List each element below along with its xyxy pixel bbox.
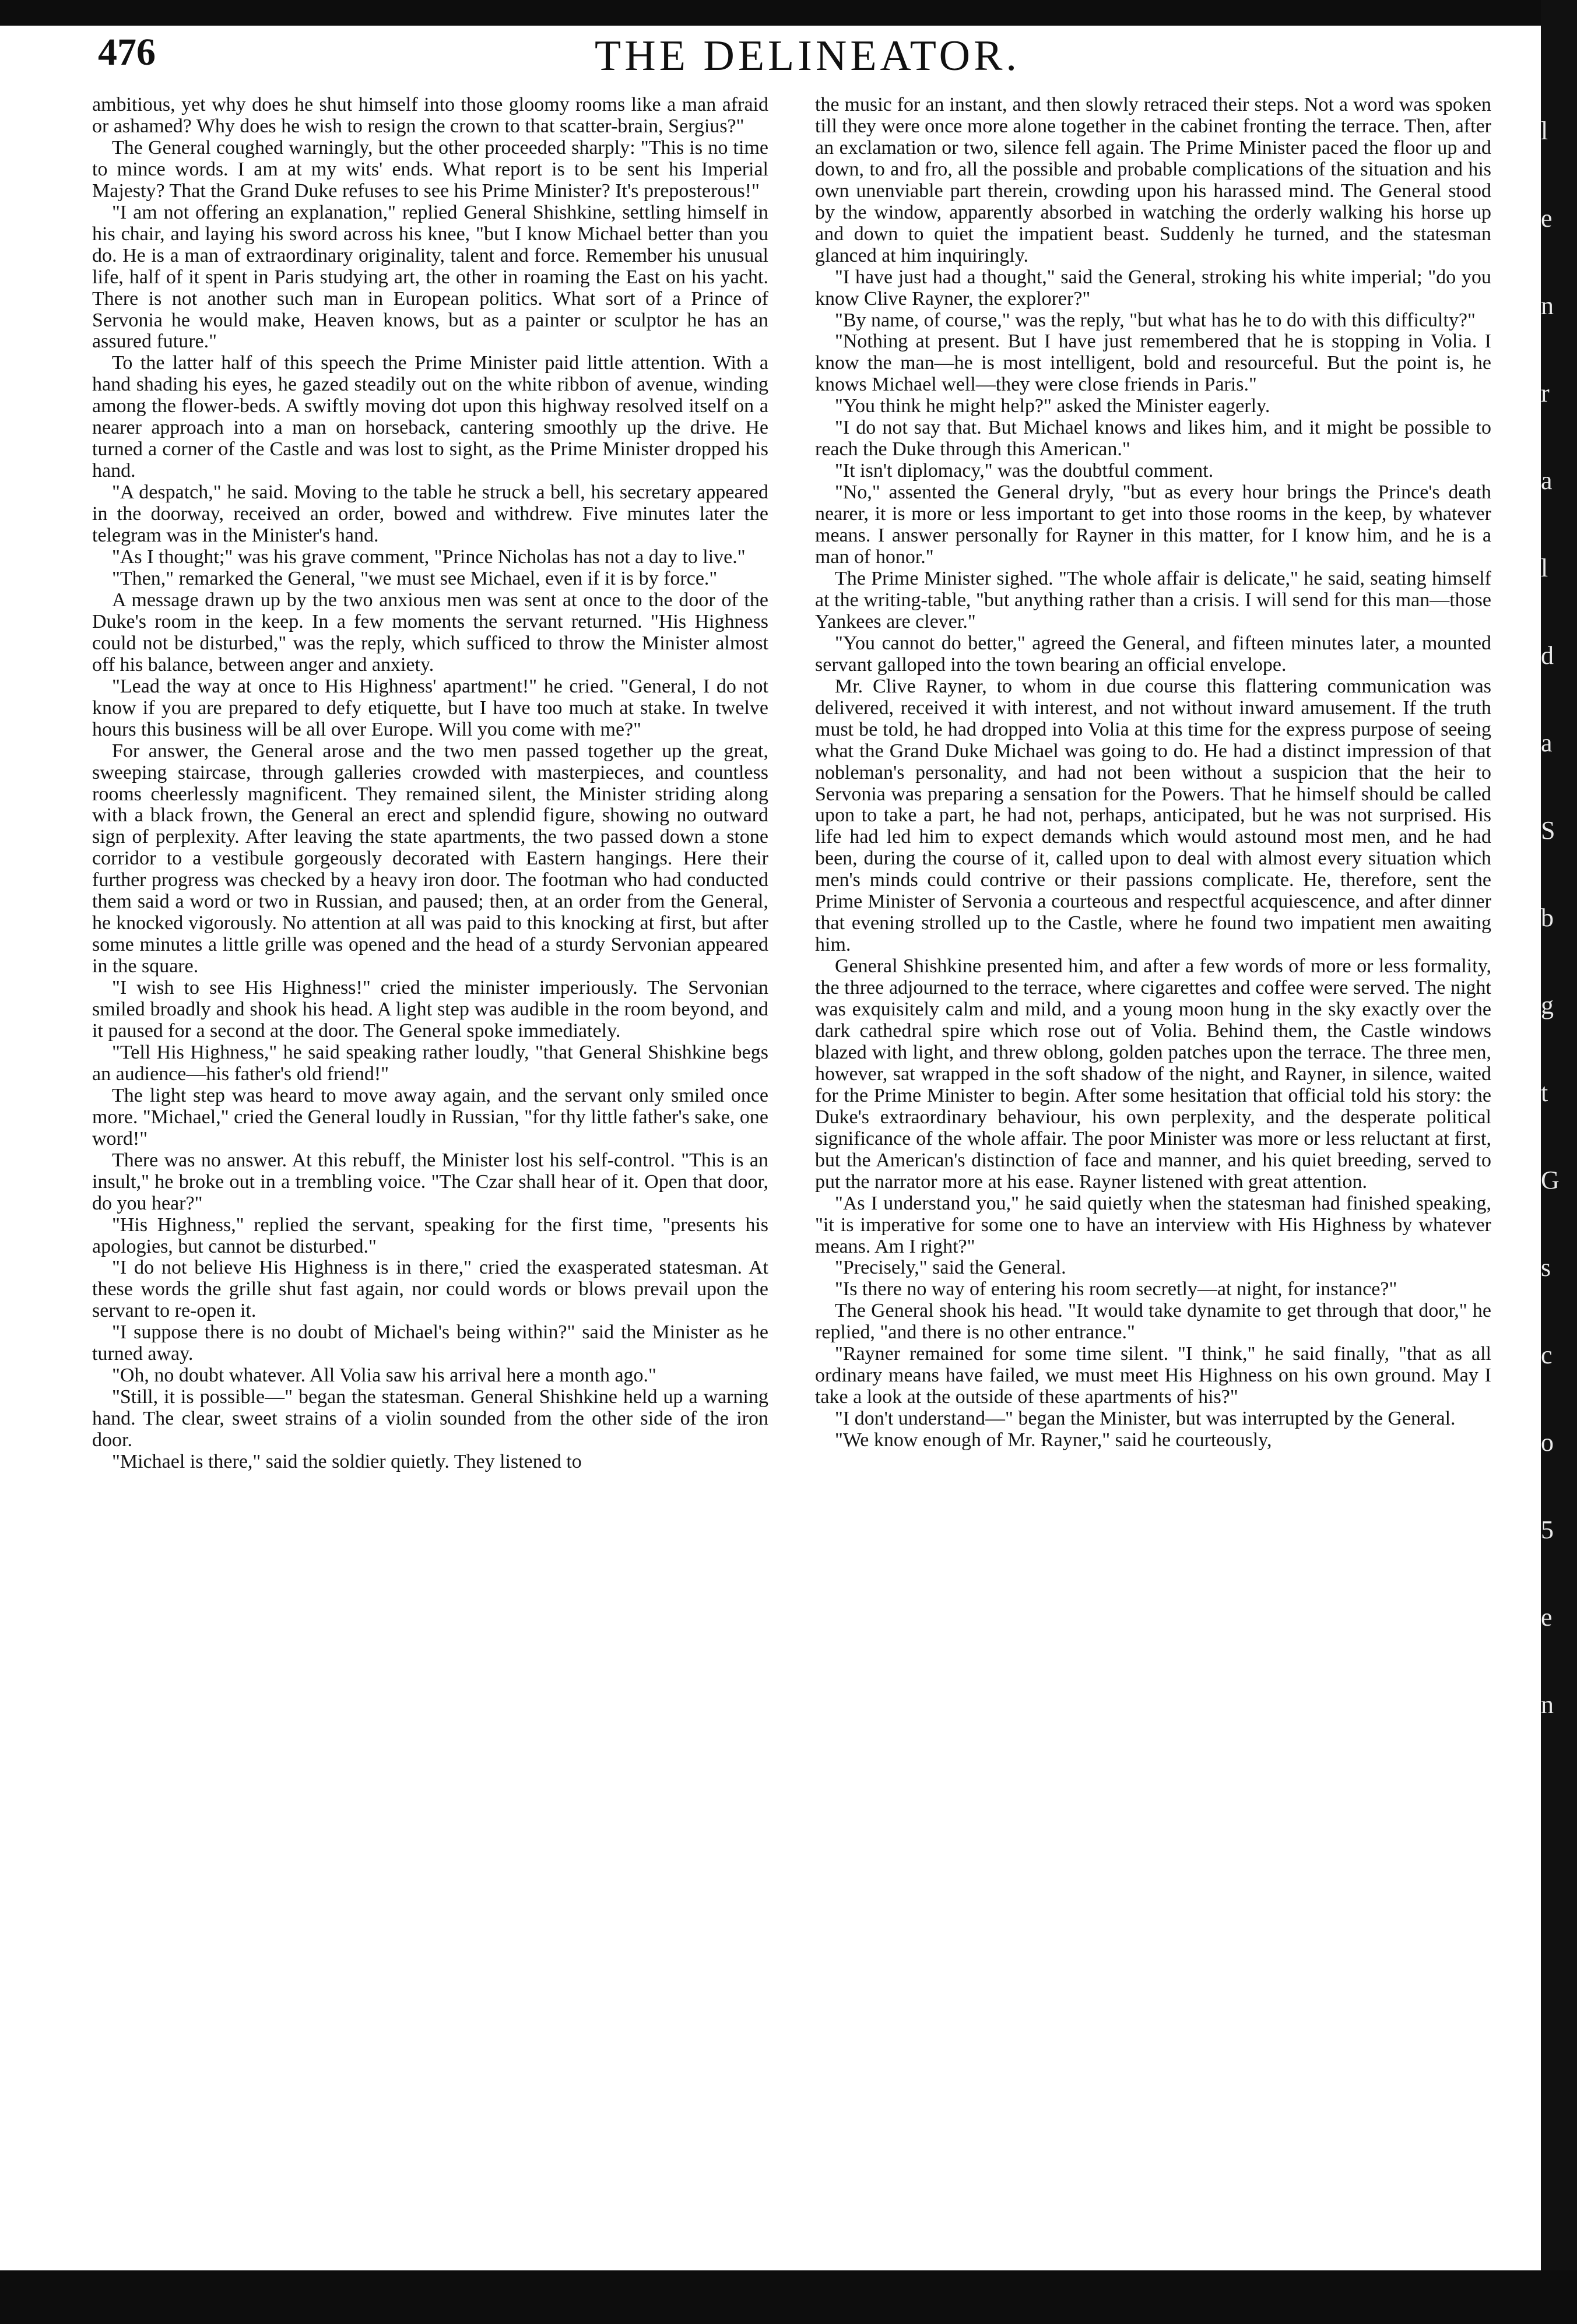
left-text-column xyxy=(92,94,768,2158)
edge-fragment: g xyxy=(1541,991,1554,1019)
paragraph: "I do not believe His Highness is in there," cried the exasperated statesman. At these words the grille shut fast again, nor could words or blows prevail upon the servant to re-open it. xyxy=(92,1257,768,1322)
paragraph: "It isn't diplomacy," was the doubtful comment. xyxy=(835,460,1214,482)
paragraph: To the latter half of this speech the Prime Minister paid little attention. With a hand shading his eyes, he gazed steadily out on the white ribbon of avenue, winding among the flower-beds. A swiftly moving dot upon this highway resolved itself on a nearer approach into a man on horseback, cantering smoothly up the drive. He turned a corner of the Castle and was lost to sight, as the Prime Minister dropped his hand. xyxy=(92,352,768,482)
paragraph: "Is there no way of entering his room secretly—at night, for instance?" xyxy=(835,1278,1397,1300)
magazine-title: THE DELINEATOR. xyxy=(595,32,1020,80)
paragraph: General Shishkine presented him, and after a few words of more or less formality, the three adjourned to the terrace, where cigarettes and coffee were served. The night was exquisitely calm and mild, and a young moon hung in the sky exactly over the dark cathedral spire which rose out of Volia. Behind them, the Castle windows blazed with light, and threw oblong, golden patches upon the terrace. The three men, however, sat wrapped in the soft shadow of the night, and Rayner, in silence, waited for the Prime Minister to begin. After some hesitation that official told his story: the Duke's extraordinary behaviour, his own perplexity, and the desperate political significance of the whole affair. The poor Minister was more or less reluctant at first, but the American's distinction of face and manner, and his quiet breeding, served to put the narrator more at his ease. Rayner listened with great attention. xyxy=(815,955,1491,1193)
paragraph: "As I understand you," he said quietly when the statesman had finished speaking, "it is imperative for some one to have an interview with His Highness by whatever means. Am I right?" xyxy=(815,1192,1491,1257)
paragraph: "You cannot do better," agreed the General, and fifteen minutes later, a mounted servant galloped into the town bearing an official envelope. xyxy=(815,632,1491,676)
page-header xyxy=(93,28,1522,97)
edge-fragment: l xyxy=(1541,117,1548,145)
paragraph: "I don't understand—" began the Minister, but was interrupted by the General. xyxy=(835,1408,1456,1430)
paragraph: The Prime Minister sighed. "The whole affair is delicate," he said, seating himself at the writing-table, "but anything rather than a crisis. I will send for this man—those Yankees are clever." xyxy=(815,567,1491,632)
edge-fragment: d xyxy=(1541,641,1554,670)
edge-fragment: n xyxy=(1541,1690,1554,1719)
paragraph: "Michael is there," said the soldier quietly. They listened to xyxy=(112,1451,582,1473)
paragraph: "Nothing at present. But I have just remembered that he is stopping in Volia. I know the man—he is most intelligent, bold and resourceful. But the point is, he knows Michael well—they were close friends in Paris." xyxy=(815,331,1491,396)
paragraph: "Tell His Highness," he said speaking rather loudly, "that General Shishkine begs an audience—his father's old friend!" xyxy=(92,1041,768,1085)
paragraph: the music for an instant, and then slowly retraced their steps. Not a word was spoken till they were once more alone together in the cabinet fronting the terrace. Then, after an exclamation or two, silence fell again. The Prime Minister paced the floor up and down, to and fro, all the possible and probable complications of the situation and his own unenviable part therein, crowding upon his harassed mind. The General stood by the window, apparently absorbed in watching the orderly walking his horse up and down to quiet the impatient beast. Suddenly he turned, and the statesman glanced at him inquiringly. xyxy=(815,94,1491,266)
paragraph: "As I thought;" was his grave comment, "Prince Nicholas has not a day to live." xyxy=(112,546,746,568)
paragraph: "I have just had a thought," said the General, stroking his white imperial; "do you know Clive Rayner, the explorer?" xyxy=(815,266,1491,310)
paragraph: ambitious, yet why does he shut himself into those gloomy rooms like a man afraid or ashamed? Why does he wish to resign the crown to that scatter-brain, Sergius?" xyxy=(92,94,768,137)
paragraph: "Precisely," said the General. xyxy=(835,1257,1066,1279)
paragraph: For answer, the General arose and the two men passed together up the great, sweeping staircase, through galleries crowded with masterpieces, and countless rooms cheerlessly magnificent. They remained silent, the Minister striding along with a black frown, the General an erect and splendid figure, showing no outward sign of perplexity. After leaving the state apartments, the two passed down a stone corridor to a vestibule gorgeously decorated with Eastern hangings. Here their further progress was checked by a heavy iron door. The footman who had conducted them said a word or two in Russian, and paused; then, at an order from the General, he knocked vigorously. No attention at all was paid to this knocking at first, but after some minutes a little grille was opened and the head of a sturdy Servonian appeared in the square. xyxy=(92,740,768,978)
paragraph: "A despatch," he said. Moving to the table he struck a bell, his secretary appeared in the doorway, received an order, bowed and withdrew. Five minutes later the telegram was in the Minister's hand. xyxy=(92,481,768,547)
scan-top-border xyxy=(0,0,1577,26)
paragraph: "No," assented the General dryly, "but as every hour brings the Prince's death nearer, it is more or less important to get into those rooms in the keep, by whatever means. I answer personally for Rayner in this matter, for I know him, and he is a man of honor." xyxy=(815,481,1491,568)
paragraph: "Still, it is possible—" began the statesman. General Shishkine held up a warning hand. The clear, sweet strains of a violin sounded from the other side of the iron door. xyxy=(92,1386,768,1451)
paragraph: The General shook his head. "It would take dynamite to get through that door," he replied, "and there is no other entrance." xyxy=(815,1300,1491,1344)
edge-fragment: r xyxy=(1541,379,1550,407)
edge-fragment: e xyxy=(1541,1603,1553,1632)
paragraph: A message drawn up by the two anxious men was sent at once to the door of the Duke's room in the keep. In a few moments the servant returned. "His Highness could not be disturbed," was the reply, which sufficed to throw the Minister almost off his balance, between anger and anxiety. xyxy=(92,589,768,676)
scan-bottom-border xyxy=(0,2270,1577,2324)
edge-fragment: l xyxy=(1541,554,1548,582)
paragraph: "By name, of course," was the reply, "but what has he to do with this difficulty?" xyxy=(835,309,1476,331)
paragraph: "I do not say that. But Michael knows and likes him, and it might be possible to reach the Duke through this American." xyxy=(815,417,1491,460)
paragraph: Mr. Clive Rayner, to whom in due course this flattering communication was delivered, received it with interest, and not without inward amusement. If the truth must be told, he had dropped into Volia at this time for the express purpose of seeing what the Grand Duke Michael was going to do. He had a distinct impression of that nobleman's personality, and had not been without a suspicion that the heir to Servonia was preparing a sensation for the Powers. That he himself should be called upon to take a part, he had not, perhaps, anticipated, but he was not surprised. His life had led him to expect demands which would astound most men, and he had been, during the course of it, called upon to deal with almost every situation which men's minds could contrive or their passions complicate. He, therefore, sent the Prime Minister of Servonia a courteous and respectful acquiescence, and after dinner that evening strolled up to the Castle, where he found two impatient men awaiting him. xyxy=(815,675,1491,956)
paragraph: There was no answer. At this rebuff, the Minister lost his self-control. "This is an insult," he broke out in a trembling voice. "The Czar shall hear of it. Open that door, do you hear?" xyxy=(92,1149,768,1214)
paragraph: The General coughed warningly, but the other proceeded sharply: "This is no time to mince words. I am at my wits' ends. What report is to be sent his Imperial Majesty? That the Grand Duke refuses to see his Prime Minister? It's preposterous!" xyxy=(92,136,768,202)
edge-fragment: S xyxy=(1541,816,1555,845)
paragraph: "You think he might help?" asked the Minister eagerly. xyxy=(835,395,1270,417)
edge-fragment: t xyxy=(1541,1078,1548,1107)
edge-fragment: b xyxy=(1541,903,1554,932)
edge-fragment: o xyxy=(1541,1428,1554,1457)
paragraph: "I wish to see His Highness!" cried the minister imperiously. The Servonian smiled broadly and shook his head. A light step was audible in the room beyond, and it paused for a second at the door. The General spoke immediately. xyxy=(92,977,768,1042)
edge-fragment: G xyxy=(1541,1166,1560,1194)
edge-fragment: n xyxy=(1541,291,1554,320)
edge-fragment: a xyxy=(1541,729,1553,757)
paragraph: "Lead the way at once to His Highness' apartment!" he cried. "General, I do not know if you are prepared to defy etiquette, but I have too much at stake. In twelve hours this business will be all over Europe. Will you come with me?" xyxy=(92,675,768,740)
paragraph: "We know enough of Mr. Rayner," said he courteously, xyxy=(835,1429,1272,1451)
edge-fragment: e xyxy=(1541,204,1553,233)
paragraph: "Oh, no doubt whatever. All Volia saw his arrival here a month ago." xyxy=(112,1365,656,1387)
page-number: 476 xyxy=(98,31,156,73)
paragraph: "Rayner remained for some time silent. "I think," he said finally, "that as all ordinary means have failed, we must meet His Highness on his own ground. May I take a look at the outside of these apartments of his?" xyxy=(815,1343,1491,1408)
right-text-column xyxy=(815,94,1491,2158)
edge-fragment: s xyxy=(1541,1253,1551,1282)
edge-fragment: 5 xyxy=(1541,1516,1554,1544)
paragraph: "I suppose there is no doubt of Michael's being within?" said the Minister as he turned away. xyxy=(92,1321,768,1365)
paragraph: "I am not offering an explanation," replied General Shishkine, settling himself in his chair, and laying his sword across his knee, "but I know Michael better than you do. He is a man of extraordinary originality, talent and force. Remember his unusual life, half of it spent in Paris studying art, the other in roaming the East on his yacht. There is not another such man in European politics. What sort of a Prince of Servonia he would make, Heaven knows, but as a painter or sculptor he has an assured future." xyxy=(92,201,768,353)
paragraph: "His Highness," replied the servant, speaking for the first time, "presents his apologies, but cannot be disturbed." xyxy=(92,1214,768,1257)
edge-fragment: c xyxy=(1541,1341,1553,1369)
paragraph: "Then," remarked the General, "we must see Michael, even if it is by force." xyxy=(112,567,718,589)
paragraph: The light step was heard to move away again, and the servant only smiled once more. "Michael," cried the General loudly in Russian, "for thy little father's sake, one word!" xyxy=(92,1084,768,1149)
adjacent-page-edge xyxy=(1541,87,1575,2244)
edge-fragment: a xyxy=(1541,466,1553,495)
